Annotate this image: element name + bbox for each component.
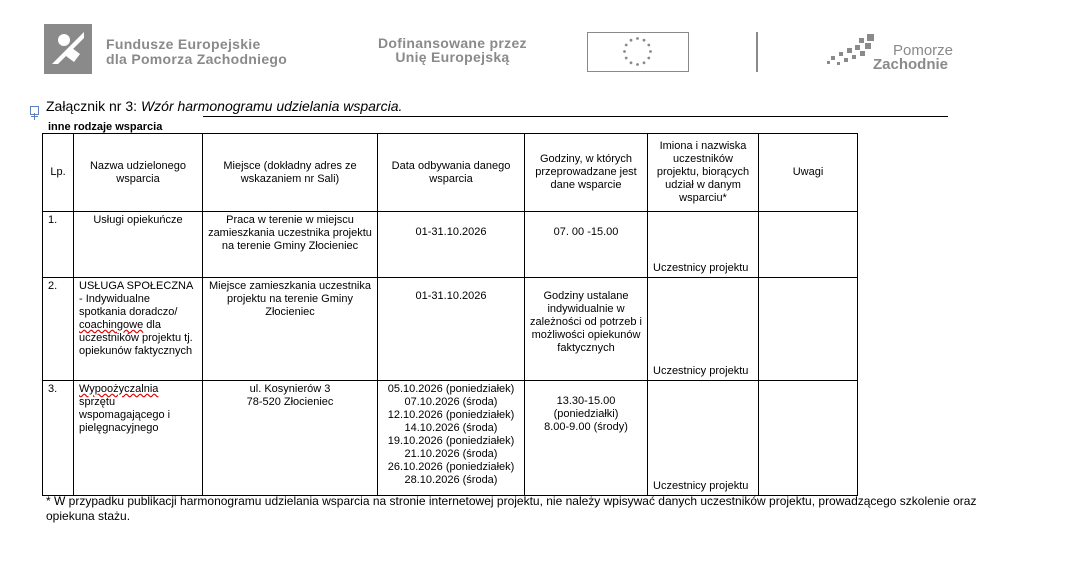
row3-place: [203, 381, 378, 496]
row2-hours: Godziny ustalane indywidualnie w zależności od potrzeb i możliwości opiekunów faktycznych: [525, 278, 648, 381]
eu-star-icon: [625, 44, 628, 47]
row3-place-line2: 78-520 Złocieniec: [246, 396, 334, 408]
table-header-row: [43, 134, 858, 212]
schedule-table: [42, 133, 858, 496]
row3-date-item: 28.10.2026 (środa): [404, 474, 498, 486]
cofinanced-text: [378, 36, 527, 64]
row3-hours-line1: 13.30-15.00: [556, 395, 616, 407]
row3-name-spellcheck: Wypoożyczalnia: [79, 383, 159, 395]
table-move-handle-icon[interactable]: [30, 106, 39, 115]
row3-hours-line3: 8.00-9.00 (środy): [544, 421, 628, 433]
pomorze-zachodnie-icon: [827, 32, 877, 70]
pomorze-zachodnie-logo: [873, 44, 953, 72]
row3-date-item: 12.10.2026 (poniedziałek): [387, 409, 515, 421]
eu-star-icon: [647, 57, 650, 60]
table-row: [43, 212, 858, 278]
cofinanced-line1: Dofinansowane przez: [378, 35, 527, 51]
fundusze-europejskie-logo: [44, 24, 344, 76]
table-row: [43, 278, 858, 381]
fe-logo-icon: [44, 24, 92, 74]
fe-logo-line2: dla Pomorza Zachodniego: [106, 51, 288, 67]
header-date: Data odbywania danego wsparcia: [378, 134, 525, 212]
row3-participants: Uczestnicy projektu: [648, 381, 759, 496]
row3-dates: [378, 381, 525, 496]
row3-date-item: 07.10.2026 (środa): [404, 396, 498, 408]
row1-participants: Uczestnicy projektu: [648, 212, 759, 278]
eu-star-icon: [625, 57, 628, 60]
pz-logo-line2: Zachodnie: [873, 56, 949, 73]
cofinanced-line2: Unię Europejską: [395, 49, 510, 65]
row2-place: Miejsce zamieszkania uczestnika projektu na terenie Gminy Złocieniec: [203, 278, 378, 381]
title-underline: [203, 116, 948, 117]
row2-name-part-b: dla uczestników projektu tj. opiekunów faktycznych: [79, 319, 193, 357]
row2-participants: Uczestnicy projektu: [648, 278, 759, 381]
header-place: Miejsce (dokładny adres ze wskazaniem nr Sali): [203, 134, 378, 212]
header-name: Nazwa udzielonego wsparcia: [74, 134, 203, 212]
row3-place-line1: ul. Kosynierów 3: [249, 383, 331, 395]
eu-star-icon: [647, 44, 650, 47]
row3-name-rest: sprzętu wspomagającego i pielęgnacyjnego: [79, 396, 171, 434]
eu-star-icon: [630, 61, 633, 64]
header-notes: Uwagi: [759, 134, 858, 212]
row2-notes: [759, 278, 858, 381]
row3-date-item: 19.10.2026 (poniedziałek): [387, 435, 515, 447]
row1-place: Praca w terenie w miejscu zamieszkania uczestnika projektu na terenie Gminy Złocieniec: [203, 212, 378, 278]
row2-name: [74, 278, 203, 381]
row2-name-line1: USŁUGA SPOŁECZNA: [79, 280, 193, 292]
eu-star-icon: [636, 63, 639, 66]
row1-hours: 07. 00 -15.00: [525, 212, 648, 278]
row1-name: Usługi opiekuńcze: [74, 212, 203, 278]
row3-date-item: 14.10.2026 (środa): [404, 422, 498, 434]
eu-star-icon: [643, 61, 646, 64]
row3-date-item: 26.10.2026 (poniedziałek): [387, 461, 515, 473]
row3-lp: 3.: [43, 381, 74, 496]
document-title: [46, 98, 402, 114]
table-subtitle: inne rodzaje wsparcia: [48, 121, 163, 133]
eu-star-icon: [643, 39, 646, 42]
title-prefix: Załącznik nr 3:: [46, 98, 141, 114]
row3-date-item: 21.10.2026 (środa): [404, 448, 498, 460]
eu-stars-icon: [588, 33, 687, 70]
row2-date: 01-31.10.2026: [378, 278, 525, 381]
title-italic: Wzór harmonogramu udzielania wsparcia.: [140, 98, 403, 114]
header-hours: Godziny, w których przeprowadzane jest dane wsparcie: [525, 134, 648, 212]
row3-date-item: 05.10.2026 (poniedziałek): [387, 383, 515, 395]
fe-logo-line1: Fundusze Europejskie: [106, 36, 261, 52]
fe-logo-text: [106, 37, 287, 67]
row3-notes: [759, 381, 858, 496]
eu-star-icon: [630, 39, 633, 42]
row2-name-part-a: - Indywidualne spotkania doradczo/: [79, 293, 178, 318]
eu-star-icon: [623, 50, 626, 53]
header-participants: Imiona i nazwiska uczestników projektu, biorących udział w danym wsparciu*: [648, 134, 759, 212]
footnote: * W przypadku publikacji harmonogramu udzielania wsparcia na stronie internetowej projektu, nie należy wpisywać danych uczestników projektu, prowadzącego szkolenie oraz opiekuna stażu.: [46, 494, 977, 523]
header-lp: Lp.: [43, 134, 74, 212]
eu-star-icon: [649, 50, 652, 53]
row3-name: [74, 381, 203, 496]
header-divider: [756, 32, 758, 72]
row3-hours: [525, 381, 648, 496]
row3-hours-line2: (poniedziałki): [553, 408, 619, 420]
row1-lp: 1.: [43, 212, 74, 278]
row2-lp: 2.: [43, 278, 74, 381]
row1-notes: [759, 212, 858, 278]
pz-logo-line1: Pomorze: [893, 42, 954, 59]
table-row: [43, 381, 858, 496]
row1-date: 01-31.10.2026: [378, 212, 525, 278]
eu-star-icon: [636, 37, 639, 40]
row2-name-spellcheck: coachingowe: [79, 319, 144, 331]
move-cross-icon: [31, 113, 38, 120]
eu-flag-logo: [587, 32, 689, 72]
